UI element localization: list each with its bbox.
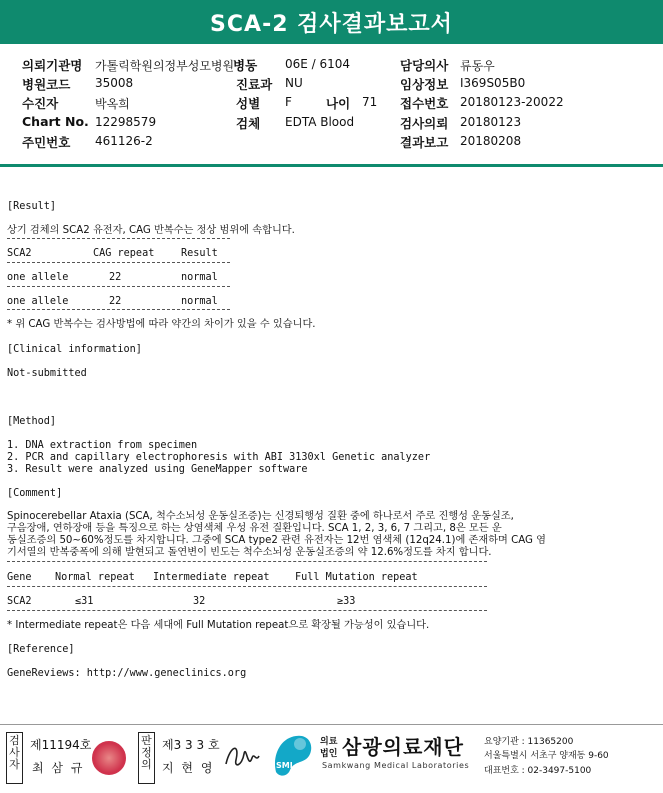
org-prefix-top: 의료 <box>320 737 338 747</box>
comment-line: 기서열의 반복중폭에 의해 발현되고 돌연변이 빈도는 척수소뇌성 운동실조증의 약 12.6%정도를 차지 합니다. <box>7 547 492 558</box>
comment-row-gene: SCA2 <box>7 596 32 607</box>
patient-label: 수진자 <box>22 96 59 111</box>
comment-line: 구음장애, 연하장애 등을 특징으로 하는 상염색체 우성 유전 질환입니다. SCA 1, 2, 3, 6, 7 그리고, 8은 모든 운 <box>7 523 502 534</box>
result-col-result: Result <box>181 248 218 259</box>
sex-label: 성별 <box>236 96 261 111</box>
clinical-heading: [Clinical information] <box>7 344 142 355</box>
report-date-label: 결과보고 <box>400 135 449 150</box>
chart-label: Chart No. <box>22 114 89 129</box>
dept-value: NU <box>285 76 303 90</box>
institution-label: 의뢰기관명 <box>22 58 83 73</box>
result-row2-result: normal <box>181 296 218 307</box>
comment-col-gene: Gene <box>7 572 32 583</box>
method-step: 1. DNA extraction from specimen <box>7 440 198 451</box>
hospital-code-value: 35008 <box>95 76 134 90</box>
hospital-code-label: 병원코드 <box>22 77 71 92</box>
comment-line: Spinocerebellar Ataxia (SCA, 척수소뇌성 운동실조증)는 신경퇴행성 질환 중에 하나로서 주로 진행성 운동실조, <box>7 511 514 522</box>
footer <box>0 728 663 788</box>
dept-label: 진료과 <box>236 77 273 92</box>
ward-value: 06E / 6104 <box>285 57 351 71</box>
reference-heading: [Reference] <box>7 644 75 655</box>
comment-divider <box>7 586 487 587</box>
clinical-label: 임상정보 <box>400 77 449 92</box>
institution-code: 요양기관 : 11365200 <box>484 737 574 747</box>
result-row1-allele: one allele <box>7 272 69 283</box>
request-value: 20180123 <box>460 115 522 129</box>
patient-header <box>0 44 663 164</box>
comment-row-normal: ≤31 <box>75 596 94 607</box>
age-label: 나이 <box>326 96 351 111</box>
comment-col-intermediate: Intermediate repeat <box>153 572 270 583</box>
footer-divider <box>0 724 663 725</box>
result-row2-allele: one allele <box>7 296 69 307</box>
doctor-label: 담당의사 <box>400 58 449 73</box>
comment-divider <box>7 610 487 611</box>
method-step: 2. PCR and capillary electrophoresis with ABI 3130xl Genetic analyzer <box>7 452 431 463</box>
result-row2-repeat: 22 <box>109 296 122 307</box>
method-step: 3. Result were analyzed using GeneMapper software <box>7 464 308 475</box>
comment-row-intermediate: 32 <box>193 596 206 607</box>
checker-name: 지 현 영 <box>162 761 215 775</box>
comment-heading: [Comment] <box>7 488 63 499</box>
result-row1-repeat: 22 <box>109 272 122 283</box>
sex-value: F <box>285 95 292 109</box>
examiner-name: 최 삼 규 <box>32 761 85 775</box>
doctor-value: 류동우 <box>460 59 495 73</box>
request-label: 검사의뢰 <box>400 116 449 131</box>
comment-col-normal: Normal repeat <box>55 572 135 583</box>
ward-label: 병동 <box>233 58 258 73</box>
examiner-label: 검사자 <box>9 734 20 771</box>
id-value: 461126-2 <box>95 134 153 148</box>
checker-label-box <box>138 732 155 784</box>
result-divider <box>7 262 230 263</box>
receipt-label: 접수번호 <box>400 96 449 111</box>
result-row1-result: normal <box>181 272 218 283</box>
specimen-value: EDTA Blood <box>285 115 355 129</box>
clinical-value: I369S05B0 <box>460 76 526 90</box>
id-label: 주민번호 <box>22 135 71 150</box>
receipt-value: 20180123-20022 <box>460 95 564 109</box>
comment-col-full: Full Mutation repeat <box>295 572 418 583</box>
examiner-seal-icon <box>92 741 126 775</box>
report-title: SCA-2 검사결과보고서 <box>210 11 453 37</box>
chart-value: 12298579 <box>95 115 157 129</box>
comment-note: * Intermediate repeat은 다음 세대에 Full Mutation repeat으로 확장될 가능성이 있습니다. <box>7 620 430 631</box>
patient-value: 박옥희 <box>95 97 130 111</box>
examiner-license: 제11194호 <box>30 738 92 752</box>
report-title-banner <box>0 0 663 44</box>
result-note: * 위 CAG 반복수는 검사방법에 따라 약간의 차이가 있을 수 있습니다. <box>7 319 316 330</box>
comment-row-full: ≥33 <box>337 596 356 607</box>
org-english-name: Samkwang Medical Laboratories <box>322 761 470 770</box>
method-heading: [Method] <box>7 416 57 427</box>
signature-icon <box>222 736 262 776</box>
sml-logo-icon <box>270 730 316 780</box>
comment-divider <box>7 561 487 562</box>
reference-text: GeneReviews: http://www.geneclinics.org <box>7 668 247 679</box>
clinical-text: Not-submitted <box>7 368 87 379</box>
result-col-gene: SCA2 <box>7 248 32 259</box>
header-divider <box>0 164 663 167</box>
institution-value: 가톨릭학원의정부성모병원 <box>95 59 235 73</box>
result-col-repeat: CAG repeat <box>93 248 155 259</box>
result-divider <box>7 238 230 239</box>
comment-line: 동실조증의 50~60%정도를 차지합니다. 그중에 SCA type2 관련 유전자는 12번 염색체 (12q24.1)에 존재하며 CAG 염 <box>7 535 547 546</box>
checker-license: 제3 3 3 호 <box>162 738 220 752</box>
result-summary: 상기 검체의 SCA2 유전자, CAG 반복수는 정상 범위에 속합니다. <box>7 225 295 236</box>
result-heading: [Result] <box>7 201 57 212</box>
examiner-label-box <box>6 732 23 784</box>
result-divider <box>7 286 230 287</box>
logo-text: SML <box>276 761 295 770</box>
age-value: 71 <box>362 95 378 109</box>
report-date-value: 20180208 <box>460 134 522 148</box>
specimen-label: 검체 <box>236 116 261 131</box>
org-name: 삼광의료재단 <box>342 735 464 759</box>
result-divider <box>7 309 230 310</box>
org-phone: 대표번호 : 02-3497-5100 <box>484 766 592 776</box>
org-address: 서울특별시 서초구 양재동 9-60 <box>484 751 609 761</box>
checker-label: 판정의 <box>141 734 152 771</box>
org-prefix-bottom: 법인 <box>320 749 338 759</box>
